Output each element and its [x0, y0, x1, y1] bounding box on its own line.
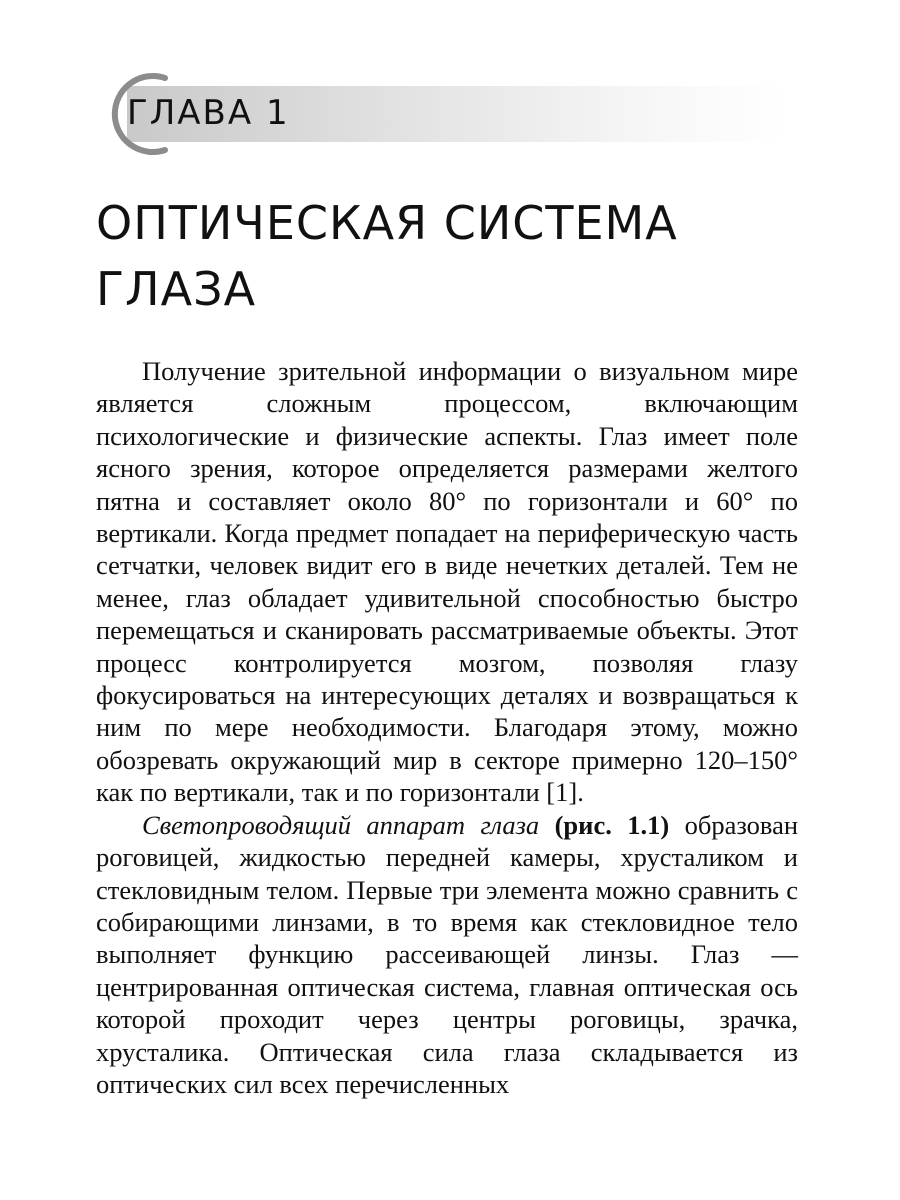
chapter-label: ГЛАВА 1	[127, 93, 290, 133]
body-text	[96, 355, 798, 1100]
chapter-title-line-1: ОПТИЧЕСКАЯ СИСТЕМА	[96, 196, 678, 250]
paragraph-1: Получение зрительной информации о визуальном мире является сложным процессом, включающим психологические и физические аспекты. Глаз имеет поле ясного зрения, которое определяется размерами желтого пятна и составляет около 80° по горизонтали и 60° по вертикали. Когда предмет попадает на периферическую часть сетчатки, человек видит его в виде нечетких деталей. Тем не менее, глаз обладает удивительной способностью быстро перемещаться и сканировать рассматриваемые объекты. Этот процесс контролируется мозгом, позволяя глазу фокусироваться на интересующих деталях и возвращаться к ним по мере необходимости. Благодаря этому, можно обозревать окружающий мир в секторе примерно 120–150° как по вертикали, так и по горизонтали [1].	[96, 356, 798, 808]
term-italic: Светопроводящий аппарат глаза	[142, 809, 540, 840]
chapter-title-line-2: ГЛАЗА	[96, 262, 257, 316]
chapter-header	[95, 66, 785, 162]
paragraph-2	[96, 809, 798, 1101]
figure-reference: (рис. 1.1)	[554, 809, 670, 840]
paragraph-2-text: образован роговицей, жидкостью передней камеры, хрусталиком и стекловидным телом. Первые три элемента можно сравнить с собирающими линзами, в то время как стекловидное тело выполняет функцию рассеивающей линзы. Глаз — центрированная оптическая система, главная оптическая ось которой проходит через центры роговицы, зрачка, хрусталика. Оптическая сила глаза складывается из оптических сил всех перечисленных	[96, 809, 799, 1099]
chapter-title	[96, 190, 816, 322]
